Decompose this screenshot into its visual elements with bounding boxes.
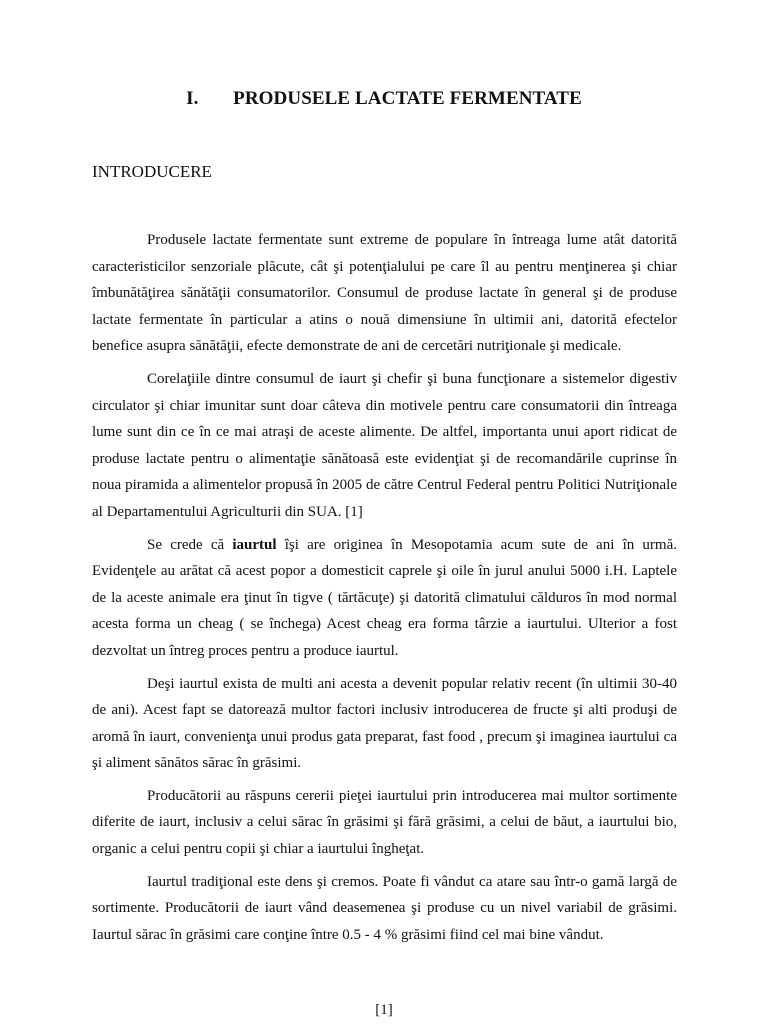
bold-term-iaurtul: iaurtul bbox=[232, 536, 277, 553]
paragraph-producers: Producătorii au răspuns cererii pieţei iaurtului prin introducerea mai multor sortimente diferite de iaurt, inclusiv a celui sărac în grăsimi şi fără grăsimi, a celui de băut, a iaurtului bio, organic a celui pentru copii şi chiar a iaurtului îngheţat. bbox=[92, 787, 677, 858]
body-text bbox=[92, 227, 677, 948]
paragraph-origin-rest: îşi are originea în Mesopotamia acum sute de ani în urmă. Evidenţele au arătat că acest popor a domesticit caprele şi oile în jurul anului 5000 i.H. Laptele de la aceste animale era ţinut în tigve ( tărtăcuţe) şi datorită climatului călduros în mod normal acesta forma un cheag ( se închega) Acest cheag era forma târzie a iaurtului. Ulterior a fost dezvoltat un întreg proces pentru a produce iaurtul. bbox=[92, 536, 677, 659]
paragraph-popularity: Deşi iaurtul exista de multi ani acesta a devenit popular relativ recent (în ultimii 30-40 de ani). Acest fapt se datorează multor factori inclusiv introducerea de fructe şi alti produşi de aromă în iaurt, convenienţa unui produs gata preparat, fast food , precum şi imaginea iaurtului ca şi aliment sănătos sărac în grăsimi. bbox=[92, 675, 677, 772]
paragraph-correlations: Corelaţiile dintre consumul de iaurt şi chefir şi buna funcţionare a sistemelor digestiv circulator şi chiar imunitar sunt doar câteva din motivele pentru care consumatorii din întreaga lume sunt din ce în ce mai atraşi de aceste alimente. De altfel, importanta unui aport ridicat de produse lactate pentru o alimentaţie sănătoasă este evidenţiat şi de recomandările cuprinse în noua piramida a alimentelor propusă în 2005 de către Centrul Federal pentru Politici Nutriţionale al Departamentului Agriculturii din SUA. [1] bbox=[92, 370, 677, 520]
paragraph-origin bbox=[92, 532, 677, 665]
chapter-title bbox=[0, 88, 768, 110]
paragraph-origin-start: Se crede că bbox=[147, 536, 233, 553]
chapter-title-text: PRODUSELE LACTATE FERMENTATE bbox=[233, 88, 582, 109]
page-number: [1] bbox=[375, 1002, 393, 1018]
section-heading: INTRODUCERE bbox=[92, 162, 212, 181]
chapter-number: I. bbox=[186, 88, 199, 109]
paragraph-intro: Produsele lactate fermentate sunt extreme de populare în întreaga lume atât datorită caracteristicilor senzoriale plăcute, cât şi potenţialului pe care îl au pentru menţinerea şi chiar îmbunătăţirea sănătăţii consumatorilor. Consumul de produse lactate în general şi de produse lactate fermentate în particular a atins o nouă dimensiune în ultimii ani, datorită efectelor benefice asupra sănătăţii, efecte demonstrate de ani de cercetări nutriţionale şi medicale. bbox=[92, 232, 677, 355]
paragraph-traditional: Iaurtul tradiţional este dens şi cremos. Poate fi vândut ca atare sau într-o gamă largă de sortimente. Producătorii de iaurt vând deasemenea şi produse cu un nivel variabil de grăsimi. Iaurtul sărac în grăsimi care conţine între 0.5 - 4 % grăsimi fiind cel mai bine vândut. bbox=[92, 873, 677, 943]
